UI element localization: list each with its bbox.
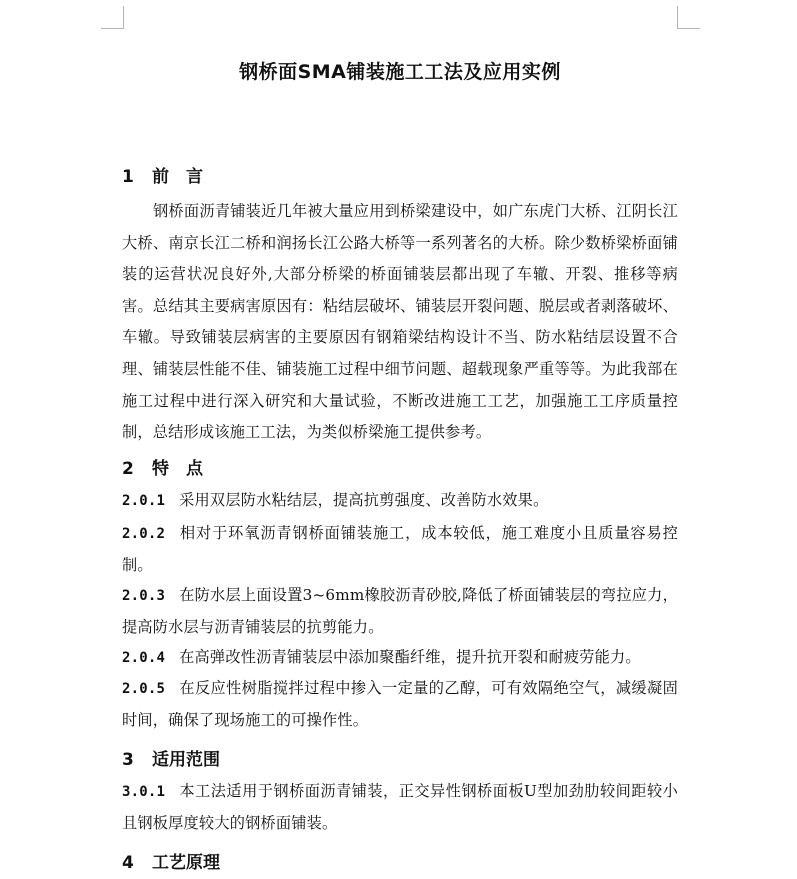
section-number: 4 — [122, 853, 134, 873]
section-heading-2 — [122, 454, 203, 479]
clause-number: 2.0.4 — [122, 650, 166, 666]
page-corner-mark-left — [101, 6, 124, 29]
clause-2-0-5 — [122, 673, 678, 736]
clause-text: 本工法适用于钢桥面沥青铺装，正交异性钢桥面板U型加劲肋较间距较小且钢板厚度较大的钢桥面铺装。 — [122, 782, 678, 832]
section-number: 2 — [122, 459, 134, 479]
section-heading-4 — [122, 848, 220, 873]
clause-text: 在高弹改性沥青铺装层中添加聚酯纤维，提升抗开裂和耐疲劳能力。 — [179, 648, 641, 666]
clause-number: 2.0.3 — [122, 588, 166, 604]
clause-number: 2.0.2 — [122, 526, 166, 542]
section-title: 工艺原理 — [152, 853, 220, 873]
document-title: 钢桥面SMA铺装施工工法及应用实例 — [239, 61, 561, 83]
clause-text: 相对于环氧沥青钢桥面铺装施工，成本较低，施工难度小且质量容易控制。 — [122, 524, 678, 574]
clause-2-0-2 — [122, 518, 678, 581]
section-title: 前 言 — [152, 167, 203, 187]
section-number: 1 — [122, 167, 134, 187]
clause-text: 采用双层防水粘结层，提高抗剪强度、改善防水效果。 — [179, 491, 549, 509]
page-corner-mark-right — [677, 6, 700, 29]
clause-2-0-4 — [122, 642, 678, 674]
clause-text: 在反应性树脂搅拌过程中掺入一定量的乙醇，可有效隔绝空气，减缓凝固时间，确保了现场施工的可操作性。 — [122, 679, 678, 729]
clause-number: 2.0.1 — [122, 493, 166, 509]
section-title: 特 点 — [152, 459, 203, 479]
clause-number: 3.0.1 — [122, 784, 166, 800]
section-heading-3 — [122, 745, 220, 770]
section-title: 适用范围 — [152, 750, 220, 770]
clause-2-0-1 — [122, 485, 678, 517]
clause-number: 2.0.5 — [122, 681, 166, 697]
section-1-paragraph: 钢桥面沥青铺装近几年被大量应用到桥梁建设中，如广东虎门大桥、江阴长江大桥、南京长江二桥和润扬长江公路大桥等一系列著名的大桥。除少数桥梁桥面铺装的运营状况良好外,大部分桥梁的桥面铺装层都出现了车辙、开裂、推移等病害。总结其主要病害原因有：粘结层破坏、铺装层开裂问题、脱层或者剥落破坏、车辙。导致铺装层病害的主要原因有钢箱梁结构设计不当、防水粘结层设置不合理、铺装层性能不佳、铺装施工过程中细节问题、超载现象严重等等。为此我部在施工过程中进行深入研究和大量试验，不断改进施工工艺，加强施工工序质量控制，总结形成该施工工法，为类似桥梁施工提供参考。 — [122, 202, 678, 442]
section-number: 3 — [122, 750, 134, 770]
section-heading-1 — [122, 162, 203, 187]
clause-text: 在防水层上面设置3~6mm橡胶沥青砂胶,降低了桥面铺装层的弯拉应力，提高防水层与沥青铺装层的抗剪能力。 — [122, 586, 678, 636]
clause-2-0-3 — [122, 580, 678, 643]
clause-3-0-1 — [122, 776, 678, 839]
